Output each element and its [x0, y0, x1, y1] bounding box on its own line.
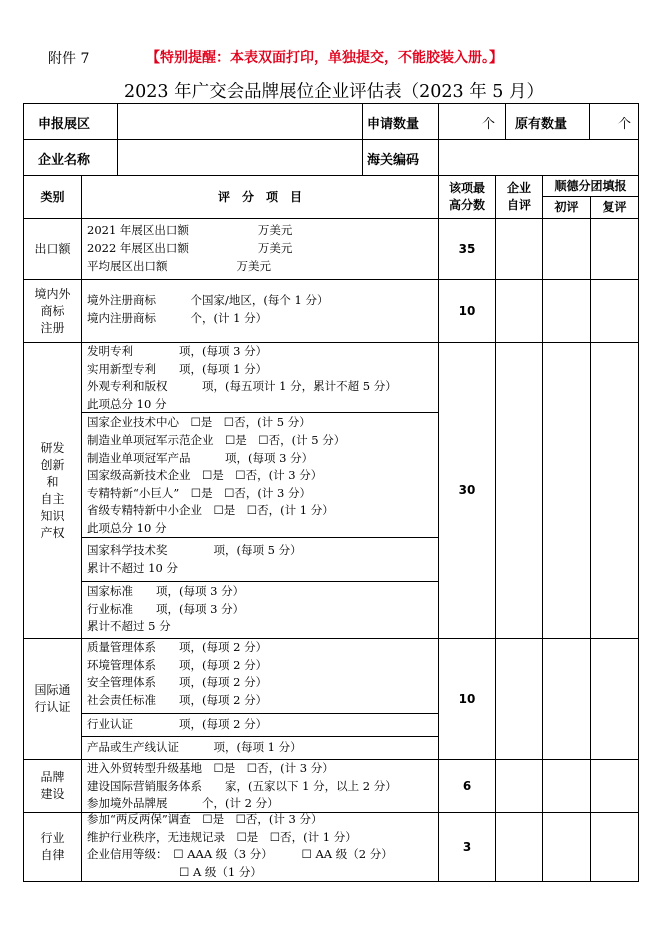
max-score-brand: 6 — [462, 778, 472, 793]
form-title: 2023 年广交会品牌展位企业评估表（2023 年 5 月） — [124, 82, 544, 102]
item-line: 安全管理体系 项，(每项 2 分） — [87, 675, 268, 689]
item-line: 建设国际营销服务体系 家，(五家以下 1 分，以上 2 分） — [87, 778, 397, 793]
max-score-certification: 10 — [458, 691, 476, 706]
first-review-header: 初评 — [554, 200, 579, 214]
item-line: 产品或生产线认证 项，(每项 1 分） — [87, 740, 302, 754]
attachment-label: 附件 7 — [48, 51, 90, 67]
self-eval-header — [496, 176, 542, 218]
item-line: 外观专利和版权 项，(每五项计 1 分，累计不超 5 分） — [87, 379, 397, 393]
self-eval-header-line2: 自评 — [506, 198, 531, 212]
item-line: 制造业单项冠军示范企业 ☐是 ☐否，(计 5 分） — [87, 433, 346, 447]
item-line: 此项总分 10 分 — [87, 396, 167, 411]
item-line: 省级专精特新中小企业 ☐是 ☐否，(计 1 分） — [87, 503, 334, 517]
existing-qty-label: 原有数量 — [515, 117, 568, 132]
category-text: 品牌 — [40, 770, 65, 784]
booth-label: 申报展区 — [38, 117, 91, 132]
category-certification — [24, 639, 81, 759]
category-text: 产权 — [40, 525, 65, 540]
item-line: 2021 年展区出口额 万美元 — [87, 223, 293, 237]
group-header: 顺德分团填报 — [554, 178, 627, 193]
item-line: ☐ A 级（1 分） — [87, 864, 262, 879]
category-text: 研发 — [40, 440, 65, 455]
self-eval-header-line1: 企业 — [506, 181, 531, 195]
item-line: 平均展区出口额 万美元 — [87, 259, 271, 273]
item-line: 累计不超过 5 分 — [87, 619, 171, 633]
category-header: 类别 — [40, 189, 65, 204]
item-line: 国家企业技术中心 ☐是 ☐否，(计 5 分） — [87, 415, 311, 429]
category-text: 建设 — [40, 787, 65, 801]
item-line: 实用新型专利 项，(每项 1 分） — [87, 361, 268, 376]
apply-qty-label: 申请数量 — [367, 117, 420, 132]
apply-unit: 个 — [482, 117, 496, 132]
existing-unit: 个 — [618, 117, 632, 132]
item-line: 环境管理体系 项，(每项 2 分） — [87, 657, 268, 672]
category-text: 行业 — [40, 831, 65, 845]
category-brand — [24, 760, 81, 812]
max-score-header-line1: 该项最 — [448, 181, 485, 195]
item-line: 行业认证 项，(每项 2 分） — [87, 717, 268, 731]
category-text: 出口额 — [34, 241, 71, 256]
company-label: 企业名称 — [38, 153, 91, 168]
item-line: 企业信用等级： ☐ AAA 级（3 分） ☐ AA 级（2 分） — [87, 847, 393, 861]
item-line: 境外注册商标 个国家/地区，(每个 1 分） — [87, 293, 329, 307]
re-review-header: 复评 — [602, 200, 627, 214]
category-text: 自律 — [40, 848, 65, 862]
category-text: 境内外 — [34, 286, 71, 301]
print-notice: 【特别提醒：本表双面打印，单独提交，不能胶装入册。】 — [146, 50, 503, 66]
item-line: 此项总分 10 分 — [87, 520, 167, 535]
category-text: 和 — [46, 474, 59, 489]
category-rnd — [24, 343, 81, 638]
item-line: 行业标准 项，(每项 3 分） — [87, 601, 245, 616]
max-score-header-line2: 高分数 — [448, 198, 485, 212]
category-text: 自主 — [40, 491, 65, 506]
max-score-header — [439, 176, 495, 218]
category-export — [24, 219, 81, 279]
item-line: 参加“两反两保”调查 ☐是 ☐否，(计 3 分） — [87, 812, 323, 826]
category-text: 知识 — [40, 508, 65, 523]
category-text: 创新 — [40, 457, 65, 472]
category-trademark — [24, 280, 81, 342]
max-score-rnd: 30 — [458, 483, 476, 497]
item-line: 质量管理体系 项，(每项 2 分） — [87, 640, 268, 654]
item-line: 参加境外品牌展 个，(计 2 分） — [87, 796, 279, 810]
category-text: 行认证 — [34, 700, 71, 714]
max-score-trademark: 10 — [458, 303, 476, 318]
item-line: 累计不超过 10 分 — [87, 561, 178, 575]
item-line: 社会责任标准 项，(每项 2 分） — [87, 692, 268, 707]
item-line: 制造业单项冠军产品 项，(每项 3 分） — [87, 450, 314, 465]
category-text: 商标 — [40, 303, 65, 318]
item-line: 发明专利 项，(每项 3 分） — [87, 344, 268, 358]
item-line: 进入外贸转型升级基地 ☐是 ☐否，(计 3 分） — [87, 761, 334, 775]
category-text: 国际通 — [34, 683, 71, 697]
category-self-discipline — [24, 813, 81, 881]
item-line: 境内注册商标 个，(计 1 分） — [87, 311, 268, 325]
item-line: 国家科学技术奖 项，(每项 5 分） — [87, 543, 302, 557]
category-text: 注册 — [40, 320, 65, 335]
item-line: 国家标准 项，(每项 3 分） — [87, 584, 245, 598]
item-line: 专精特新“小巨人” ☐是 ☐否，(计 3 分） — [87, 485, 311, 500]
customs-label: 海关编码 — [367, 153, 420, 168]
items-header: 评 分 项 目 — [217, 189, 302, 204]
max-score-export: 35 — [458, 241, 476, 256]
item-line: 国家级高新技术企业 ☐是 ☐否，(计 3 分） — [87, 468, 323, 482]
item-line: 2022 年展区出口额 万美元 — [87, 241, 293, 255]
max-score-self-discipline: 3 — [462, 839, 472, 854]
item-line: 维护行业秩序，无违规记录 ☐是 ☐否，(计 1 分） — [87, 829, 357, 844]
